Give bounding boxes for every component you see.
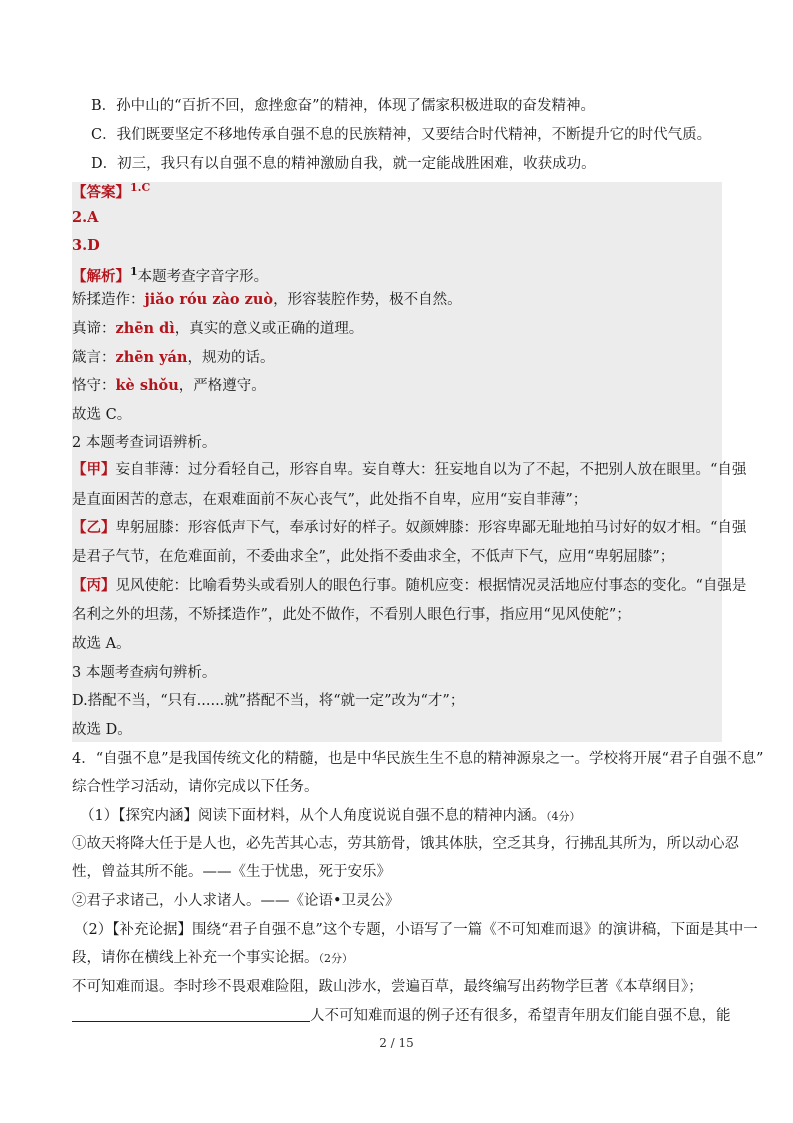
material-1-line-1: ①故天将降大任于是人也，必先苦其心志，劳其筋骨，饿其体肤，空乏其身，行拂乱其所为，所以动心忍 bbox=[72, 836, 739, 852]
speech-para-2 bbox=[72, 1006, 731, 1026]
yi-line-2: 是君子气节，在危难面前，不委曲求全”，此处指不委曲求全，不低声下气，应用“卑躬屈膝”； bbox=[72, 549, 675, 565]
page-number: 2 / 15 bbox=[379, 1036, 414, 1050]
material-2: ②君子求诸己，小人求诸人。——《论语•卫灵公》 bbox=[72, 893, 400, 909]
choose-2: 故选 A。 bbox=[72, 636, 131, 652]
word-3 bbox=[72, 348, 274, 368]
fill-in-blank[interactable] bbox=[72, 1007, 310, 1022]
yi-label: 【乙】 bbox=[72, 519, 116, 536]
option-b: B．孙中山的“百折不回，愈挫愈奋”的精神，体现了儒家积极进取的奋发精神。 bbox=[91, 98, 595, 114]
task-2-label: 【补充论据】 bbox=[112, 922, 192, 938]
analysis-number-1: 1 bbox=[130, 265, 138, 278]
analysis-intro-1: 本题考查字音字形。 bbox=[137, 269, 269, 285]
bing-line-2: 名利之外的坦荡，不矫揉造作”，此处不做作，不看别人眼色行事，指应用“见风使舵”； bbox=[72, 607, 631, 623]
task-1-text: 阅读下面材料，从个人角度说说自强不息的精神内涵。 bbox=[197, 808, 546, 824]
jia-text-1: 妄自菲薄：过分看轻自己，形容自卑。妄自尊大：狂妄地自以为了不起，不把别人放在眼里。“自强 bbox=[115, 462, 747, 478]
word-3-def: ，规劝的话。 bbox=[187, 350, 275, 366]
task-2-score: （2分） bbox=[318, 952, 353, 965]
answer-2: 2.A bbox=[72, 209, 99, 226]
choose-3: 故选 D。 bbox=[72, 722, 132, 738]
jia-line-2: 是直面困苦的意志，在艰难面前不灰心丧气”，此处指不自卑，应用“妄自菲薄”； bbox=[72, 492, 588, 508]
analysis-label: 【解析】 bbox=[72, 268, 130, 285]
answer-label: 【答案】 bbox=[72, 184, 130, 201]
d-note: D.搭配不当，“只有......就”搭配不当，将“就一定”改为“才”； bbox=[72, 693, 465, 709]
task-2-heading bbox=[74, 920, 758, 940]
word-1 bbox=[72, 290, 462, 310]
answer-3: 3.D bbox=[72, 237, 100, 254]
task-2-text-2: 段，请你在横线上补充一个事实论据。 bbox=[72, 950, 319, 966]
word-4-term: 恪守： bbox=[72, 378, 116, 394]
bing-text-1: 见风使舵：比喻看势头或看别人的眼色行事。随机应变：根据情况灵活地应付事态的变化。“自强是 bbox=[115, 578, 747, 594]
analysis-intro-2: 2 本题考查词语辨析。 bbox=[72, 435, 217, 451]
jia-label: 【甲】 bbox=[72, 461, 116, 478]
task-2-text-1: 围绕“君子自强不息”这个专题，小语写了一篇《不可知难而退》的演讲稿，下面是其中一 bbox=[191, 922, 758, 938]
speech-para-1: 不可知难而退。李时珍不畏艰难险阻，跋山涉水，尝遍百草，最终编写出药物学巨著《本草纲目》； bbox=[72, 979, 703, 995]
choose-1: 故选 C。 bbox=[72, 407, 132, 423]
word-1-def: ，形容装腔作势，极不自然。 bbox=[273, 292, 462, 308]
yi-text-1: 卑躬屈膝：形容低声下气，奉承讨好的样子。奴颜婢膝：形容卑鄙无耻地拍马讨好的奴才相。“自强 bbox=[115, 520, 747, 536]
task-1-score: （4分） bbox=[545, 810, 581, 823]
word-3-term: 箴言： bbox=[72, 350, 116, 366]
word-2-def: ，真实的意义或正确的道理。 bbox=[174, 321, 364, 337]
q4-stem-1: 4．“自强不息”是我国传统文化的精髓，也是中华民族生生不息的精神源泉之一。学校将开展“君子自强不息” bbox=[72, 751, 764, 767]
word-2-term: 真谛： bbox=[72, 321, 116, 337]
task-1-heading bbox=[80, 806, 580, 827]
word-2-pinyin: zhēn dì bbox=[115, 320, 175, 337]
word-1-term: 矫揉造作： bbox=[72, 292, 145, 308]
word-4 bbox=[72, 376, 266, 396]
analysis-line-1 bbox=[72, 262, 268, 287]
material-1-line-2: 性，曾益其所不能。——《生于忧患，死于安乐》 bbox=[72, 864, 391, 880]
answer-line-1 bbox=[72, 178, 150, 203]
bing-label: 【丙】 bbox=[72, 577, 116, 594]
q4-stem-2: 综合性学习活动，请你完成以下任务。 bbox=[72, 779, 319, 795]
bing-line-1 bbox=[72, 576, 746, 596]
option-c: C．我们既要坚定不移地传承自强不息的民族精神，又要结合时代精神，不断提升它的时代气质。 bbox=[91, 127, 712, 143]
word-3-pinyin: zhēn yán bbox=[115, 349, 188, 366]
yi-line-1 bbox=[72, 518, 746, 538]
word-1-pinyin: jiǎo róu zào zuò bbox=[144, 291, 274, 308]
speech-para-2-text: 人不可知难而退的例子还有很多，希望青年朋友们能自强不息，能 bbox=[310, 1008, 731, 1024]
task-2-number: （2） bbox=[74, 922, 113, 938]
analysis-intro-3: 3 本题考查病句辨析。 bbox=[72, 665, 217, 681]
task-1-label: 【探究内涵】 bbox=[118, 808, 198, 824]
word-4-pinyin: kè shǒu bbox=[115, 377, 179, 394]
answer-1: 1.C bbox=[130, 181, 151, 194]
option-d: D．初三，我只有以自强不息的精神激励自我，就一定能战胜困难，收获成功。 bbox=[91, 156, 596, 172]
task-1-number: （1） bbox=[80, 808, 119, 824]
task-2-line-2 bbox=[72, 948, 353, 969]
word-2 bbox=[72, 319, 363, 339]
word-4-def: ，严格遵守。 bbox=[178, 378, 266, 394]
jia-line-1 bbox=[72, 460, 746, 480]
